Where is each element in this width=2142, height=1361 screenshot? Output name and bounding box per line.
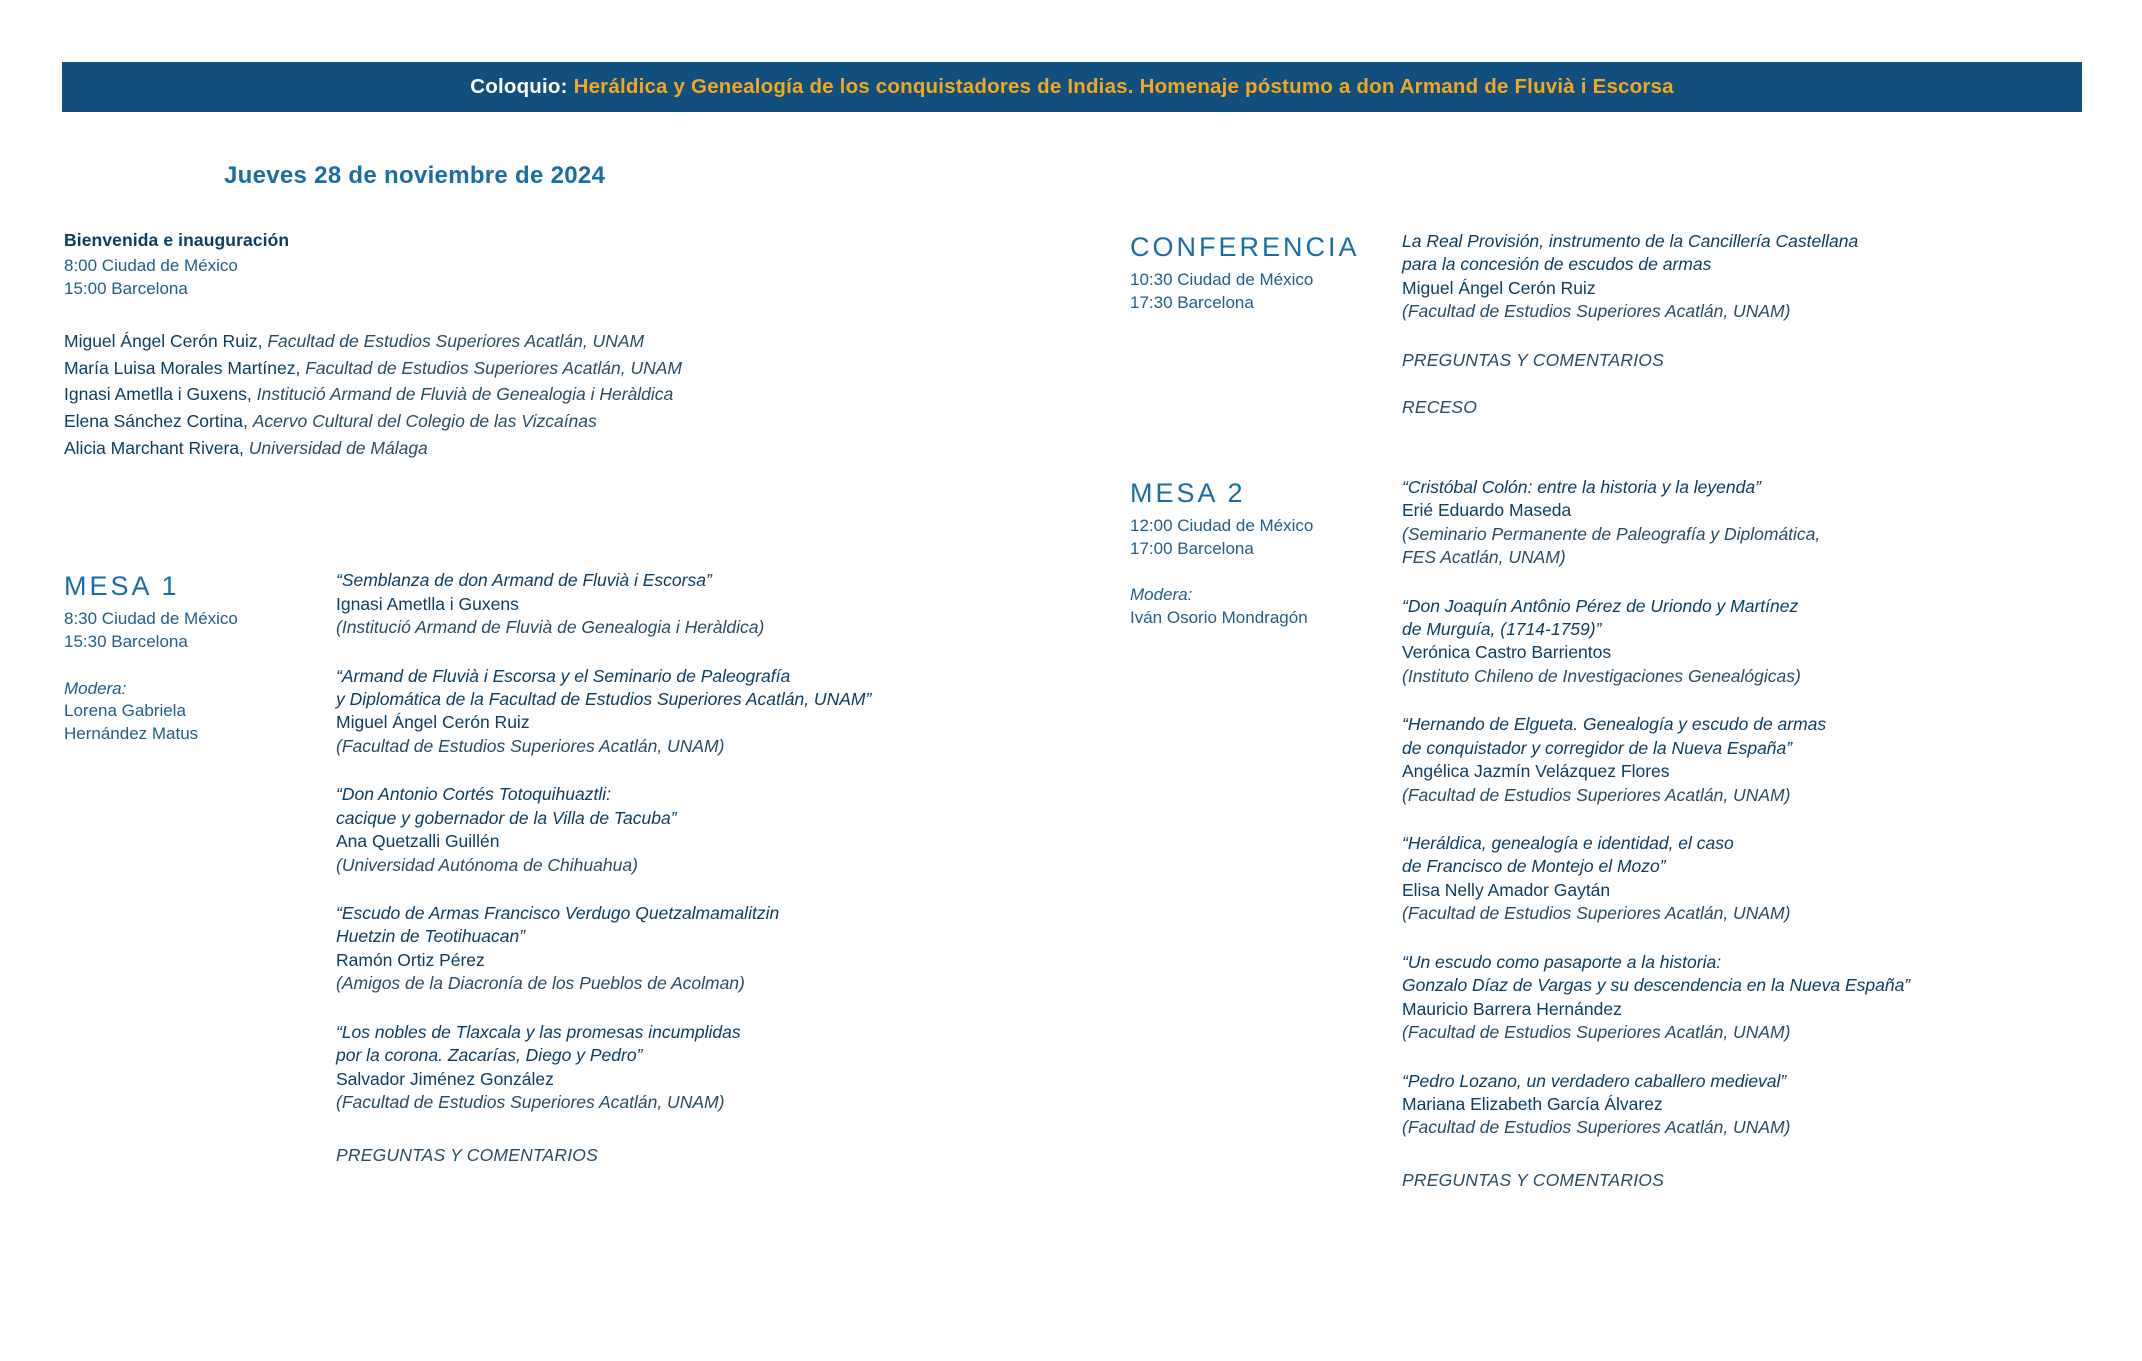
talk-affiliation: (Facultad de Estudios Superiores Acatlán, UNAM) bbox=[1402, 903, 1791, 924]
participant-name: Ignasi Ametlla i Guxens, bbox=[64, 384, 252, 405]
participant-affiliation: Institució Armand de Fluvià de Genealogia i Heràldica bbox=[256, 384, 674, 405]
banner-label: Coloquio: bbox=[470, 75, 568, 98]
talk-speaker: Elisa Nelly Amador Gaytán bbox=[1402, 879, 1611, 900]
talk-title: “Pedro Lozano, un verdadero caballero medieval” bbox=[1402, 1070, 1787, 1091]
session-conferencia bbox=[1130, 230, 2110, 418]
mesa-1-talks bbox=[336, 569, 1124, 1165]
talk-title: “Escudo de Armas Francisco Verdugo Quetzalmamalitzin Huetzin de Teotihuacan” bbox=[336, 903, 780, 947]
talk-title: “Don Antonio Cortés Totoquihuaztli: cacique y gobernador de la Villa de Tacuba” bbox=[336, 784, 677, 828]
list-item bbox=[336, 902, 1124, 996]
talk-title: “Hernando de Elgueta. Genealogía y escudo de armas de conquistador y corregidor de la Nueva España” bbox=[1402, 714, 1827, 758]
mesa-2-time-barcelona: 17:00 Barcelona bbox=[1130, 538, 1254, 558]
list-item bbox=[1402, 476, 2110, 570]
talk-affiliation: (Facultad de Estudios Superiores Acatlán, UNAM) bbox=[1402, 1117, 1791, 1138]
session-mesa-2 bbox=[1130, 476, 2110, 1191]
opening-block bbox=[64, 230, 1124, 461]
event-date: Jueves 28 de noviembre de 2024 bbox=[224, 162, 606, 189]
conferencia-questions-note: PREGUNTAS Y COMENTARIOS bbox=[1402, 349, 1664, 370]
moderator-name-line-2: Hernández Matus bbox=[64, 724, 199, 744]
participant-affiliation: Universidad de Málaga bbox=[248, 437, 428, 458]
talk-affiliation: (Facultad de Estudios Superiores Acatlán, UNAM) bbox=[1402, 784, 1791, 805]
opening-time-barcelona: 15:00 Barcelona bbox=[64, 278, 188, 298]
talk-title: “Armand de Fluvià i Escorsa y el Seminario de Paleografía y Diplomática de la Facultad de Estudios Superiores Acatlán, UNAM” bbox=[336, 665, 872, 709]
session-mesa-1 bbox=[64, 569, 1124, 1165]
moderator-name-line-1: Lorena Gabriela bbox=[64, 701, 186, 721]
moderator-label: Modera: bbox=[1130, 585, 1193, 605]
talk-affiliation: (Institució Armand de Fluvià de Genealogia i Heràldica) bbox=[336, 617, 765, 638]
talk-affiliation: (Seminario Permanente de Paleografía y Diplomática, FES Acatlán, UNAM) bbox=[1402, 523, 1821, 568]
conferencia-heading: CONFERENCIA bbox=[1130, 232, 1360, 262]
participant-affiliation: Facultad de Estudios Superiores Acatlán, UNAM bbox=[305, 357, 682, 378]
list-item bbox=[336, 665, 1124, 759]
mesa-1-moderator bbox=[64, 678, 336, 746]
list-item bbox=[336, 783, 1124, 877]
talk-speaker: Mauricio Barrera Hernández bbox=[1402, 998, 1622, 1019]
list-item bbox=[64, 328, 1124, 355]
talk-speaker: Mariana Elizabeth García Álvarez bbox=[1402, 1093, 1663, 1114]
talk-title: “Semblanza de don Armand de Fluvià i Escorsa” bbox=[336, 570, 712, 591]
list-item bbox=[64, 408, 1124, 435]
conferencia-break-note: RECESO bbox=[1402, 396, 1478, 417]
talk-speaker: Ignasi Ametlla i Guxens bbox=[336, 593, 519, 614]
talk-affiliation: (Facultad de Estudios Superiores Acatlán, UNAM) bbox=[336, 1092, 725, 1113]
list-item bbox=[1402, 832, 2110, 926]
list-item bbox=[1402, 230, 2110, 324]
talk-speaker: Erié Eduardo Maseda bbox=[1402, 500, 1572, 521]
mesa-2-meta bbox=[1130, 476, 1402, 630]
list-item bbox=[64, 381, 1124, 408]
mesa-1-time-barcelona: 15:30 Barcelona bbox=[64, 631, 188, 651]
talk-title: “Los nobles de Tlaxcala y las promesas incumplidas por la corona. Zacarías, Diego y Pedro” bbox=[336, 1021, 741, 1066]
talk-affiliation: (Facultad de Estudios Superiores Acatlán, UNAM) bbox=[1402, 301, 1791, 322]
conferencia-meta bbox=[1130, 230, 1402, 315]
talk-speaker: Ana Quetzalli Guillén bbox=[336, 831, 500, 852]
mesa-2-questions-note: PREGUNTAS Y COMENTARIOS bbox=[1402, 1169, 1664, 1190]
list-item bbox=[336, 569, 1124, 639]
mesa-2-talks bbox=[1402, 476, 2110, 1191]
participant-name: Alicia Marchant Rivera, bbox=[64, 437, 244, 458]
talk-title: “Heráldica, genealogía e identidad, el caso de Francisco de Montejo el Mozo” bbox=[1402, 833, 1734, 877]
mesa-2-time-mexico: 12:00 Ciudad de México bbox=[1130, 515, 1314, 535]
talk-affiliation: (Universidad Autónoma de Chihuahua) bbox=[336, 854, 638, 875]
list-item bbox=[336, 1021, 1124, 1115]
talk-title: “Un escudo como pasaporte a la historia: Gonzalo Díaz de Vargas y su descendencia en la Nueva España” bbox=[1402, 951, 1911, 996]
participant-affiliation: Facultad de Estudios Superiores Acatlán, UNAM bbox=[267, 331, 645, 352]
mesa-2-heading: MESA 2 bbox=[1130, 477, 1246, 508]
mesa-1-questions-note: PREGUNTAS Y COMENTARIOS bbox=[336, 1144, 598, 1165]
header-banner bbox=[62, 62, 2082, 112]
talk-title: “Cristóbal Colón: entre la historia y la leyenda” bbox=[1402, 476, 1761, 497]
list-item bbox=[1402, 951, 2110, 1045]
participant-name: Miguel Ángel Cerón Ruiz, bbox=[64, 331, 263, 352]
participant-affiliation: Acervo Cultural del Colegio de las Vizcaínas bbox=[252, 411, 597, 431]
banner-text bbox=[470, 75, 1674, 99]
moderator-name: Iván Osorio Mondragón bbox=[1130, 608, 1308, 628]
conferencia-time-barcelona: 17:30 Barcelona bbox=[1130, 292, 1254, 312]
mesa-2-moderator bbox=[1130, 584, 1402, 630]
list-item bbox=[64, 355, 1124, 382]
conferencia-body bbox=[1402, 230, 2110, 418]
right-column bbox=[1130, 230, 2110, 1191]
talk-affiliation: (Facultad de Estudios Superiores Acatlán, UNAM) bbox=[1402, 1022, 1791, 1043]
conferencia-time-mexico: 10:30 Ciudad de México bbox=[1130, 270, 1314, 289]
moderator-label: Modera: bbox=[64, 678, 127, 698]
talk-speaker: Ramón Ortiz Pérez bbox=[336, 949, 485, 970]
talk-affiliation: (Facultad de Estudios Superiores Acatlán, UNAM) bbox=[336, 735, 725, 756]
talk-speaker: Miguel Ángel Cerón Ruiz bbox=[1402, 277, 1596, 298]
talk-speaker: Salvador Jiménez González bbox=[336, 1068, 554, 1089]
mesa-1-time-mexico: 8:30 Ciudad de México bbox=[64, 609, 238, 629]
list-item bbox=[1402, 595, 2110, 689]
talk-speaker: Angélica Jazmín Velázquez Flores bbox=[1402, 761, 1670, 782]
mesa-1-heading: MESA 1 bbox=[64, 571, 180, 602]
list-item bbox=[1402, 713, 2110, 807]
participant-name: Elena Sánchez Cortina, bbox=[64, 411, 248, 431]
opening-participants bbox=[64, 328, 1124, 461]
opening-time-mexico: 8:00 Ciudad de México bbox=[64, 256, 238, 275]
talk-title: La Real Provisión, instrumento de la Cancillería Castellana para la concesión de escudos de armas bbox=[1402, 231, 1859, 275]
list-item bbox=[64, 435, 1124, 462]
participant-name: María Luisa Morales Martínez, bbox=[64, 357, 301, 378]
list-item bbox=[1402, 1070, 2110, 1140]
talk-affiliation: (Instituto Chileno de Investigaciones Genealógicas) bbox=[1402, 665, 1801, 686]
left-column bbox=[64, 230, 1124, 1166]
talk-title: “Don Joaquín Antônio Pérez de Uriondo y Martínez de Murguía, (1714-1759)” bbox=[1402, 595, 1799, 639]
mesa-1-meta bbox=[64, 569, 336, 746]
talk-speaker: Miguel Ángel Cerón Ruiz bbox=[336, 712, 530, 733]
banner-title: Heráldica y Genealogía de los conquistadores de Indias. Homenaje póstumo a don Armand de Fluvià i Escorsa bbox=[573, 75, 1674, 98]
opening-title: Bienvenida e inauguración bbox=[64, 230, 290, 250]
talk-affiliation: (Amigos de la Diacronía de los Pueblos de Acolman) bbox=[336, 973, 745, 994]
talk-speaker: Verónica Castro Barrientos bbox=[1402, 642, 1612, 663]
